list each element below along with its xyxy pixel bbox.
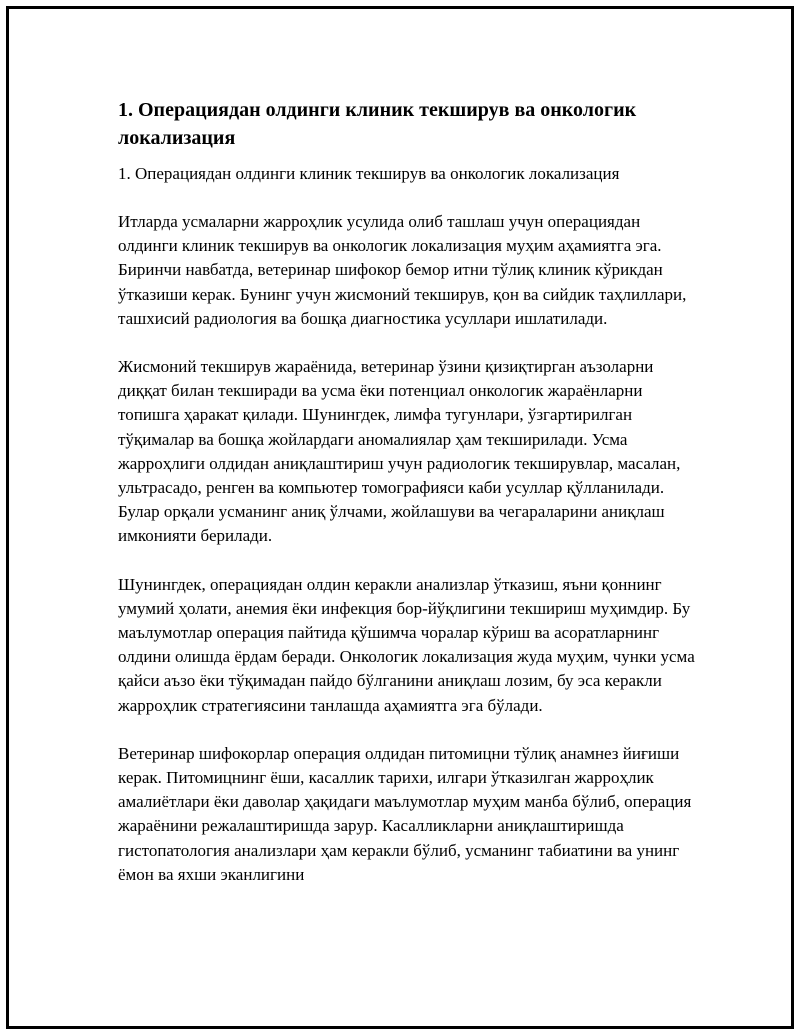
paragraph-4: Ветеринар шифокорлар операция олдидан питомицни тўлиқ анамнез йиғиши керак. Питомицнинг ёши, касаллик тарихи, илгари ўтказилган жарроҳлик амалиётлари ёки даволар ҳақидаги маълумотлар муҳим манба бўлиб, операция жараёнини режалаштиришда зарур. Касалликларни аниқлаштиришда гистопатология анализлари ҳам керакли бўлиб, усманинг табиатини ва унинг ёмон ва яхши эканлигини [118, 743, 692, 884]
document-subheading: 1. Операциядан олдинги клиник текширув ва онкологик локализация [118, 164, 620, 183]
paragraph-3: Шунингдек, операциядан олдин керакли анализлар ўтказиш, яъни қоннинг умумий ҳолати, анемия ёки инфекция бор-йўқлигини текшириш муҳимдир. Бу маълумотлар операция пайтида қўшимча чоралар кўриш ва асоратларнинг олдини олишда ёрдам беради. Онкологик локализация жуда муҳим, чунки усма қайси аъзо ёки тўқимадан пайдо бўлганини аниқлаш лозим, бу эса керакли жарроҳлик стратегиясини танлашда аҳамиятга эга бўлади. [118, 574, 695, 715]
paragraph-1: Итларда усмаларни жарроҳлик усулида олиб ташлаш учун операциядан олдинги клиник текширув ва онкологик локализация муҳим аҳамиятга эга. Биринчи навбатда, ветеринар шифокор бемор итни тўлиқ клиник кўрикдан ўтказиши керак. Бунинг учун жисмоний текширув, қон ва сийдик таҳлиллари, ташхисий радиология ва бошқа диагностика усуллари ишлатилади. [118, 212, 687, 328]
paragraph-2: Жисмоний текширув жараёнида, ветеринар ўзини қизиқтирган аъзоларни диққат билан текширади ва усма ёки потенциал онкологик жараёнларни топишга ҳаракат қилади. Шунингдек, лимфа тугунлари, ўзгартирилган тўқималар ва бошқа жойлардаги аномалиялар ҳам текширилади. Усма жарроҳлиги олдидан аниқлаштириш учун радиологик текширувлар, масалан, ультрасадо, ренген ва компьютер томографияси каби усуллар қўлланилади. Булар орқали усманинг аниқ ўлчами, жойлашуви ва чегараларини аниқлаш имконияти берилади. [118, 357, 681, 546]
document-heading: 1. Операциядан олдинги клиник текширув ва онкологик локализация [118, 99, 637, 149]
document-body [118, 96, 698, 911]
